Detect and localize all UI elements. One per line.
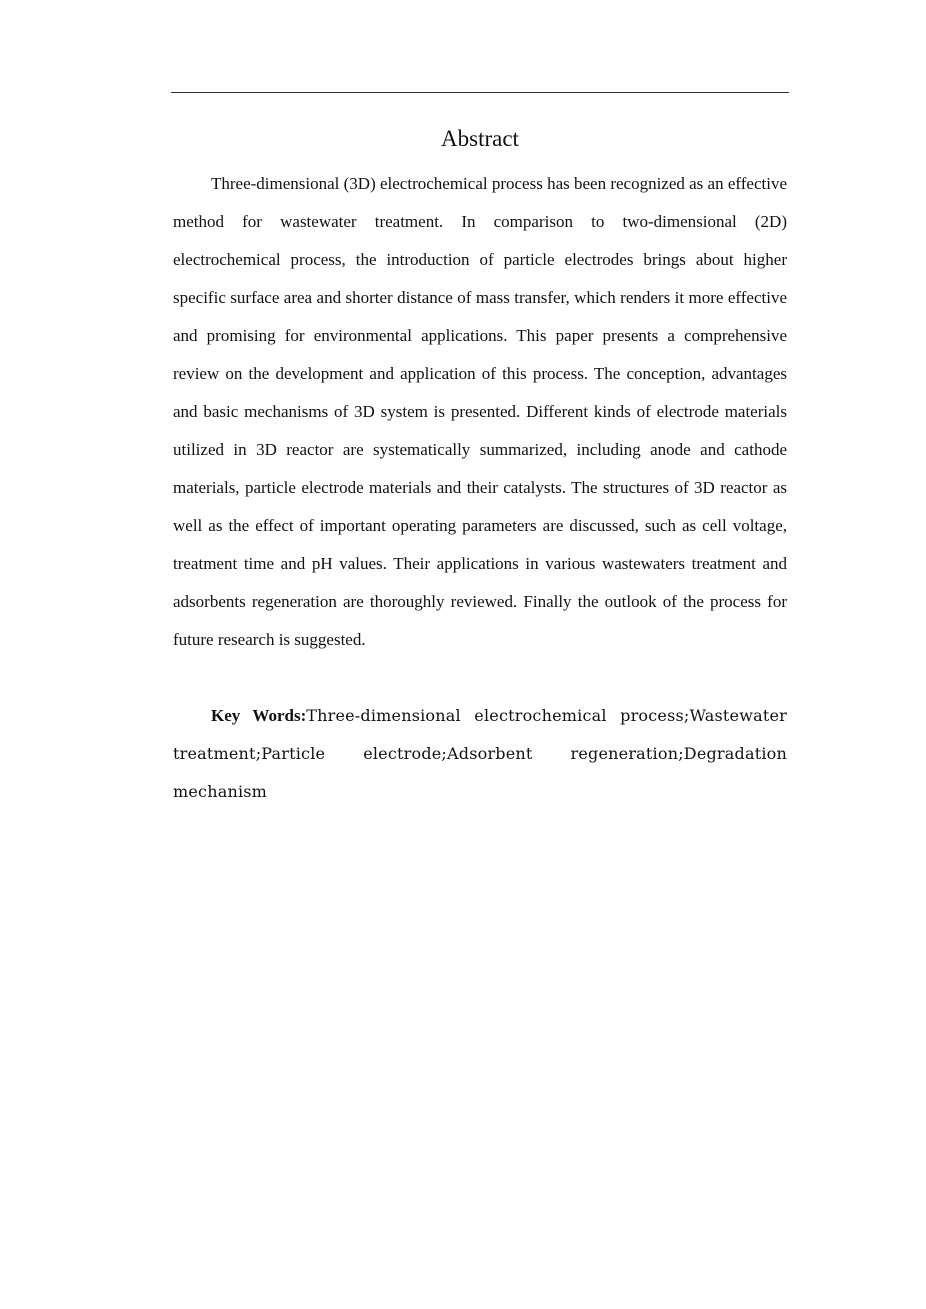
keywords-label: Key Words: (211, 706, 307, 725)
abstract-body: Three-dimensional (3D) electrochemical process has been recognized as an effective method for wastewater treatment. In comparison to two-dimensional (2D) electrochemical process, the introduction of particle electrodes brings about higher specific surface area and shorter distance of mass transfer, which renders it more effective and promising for environmental applications. This paper presents a comprehensive review on the development and application of this process. The conception, advantages and basic mechanisms of 3D system is presented. Different kinds of electrode materials utilized in 3D reactor are systematically summarized, including anode and cathode materials, particle electrode materials and their catalysts. The structures of 3D reactor as well as the effect of important operating parameters are discussed, such as cell voltage, treatment time and pH values. Their applications in various wastewaters treatment and adsorbents regeneration are thoroughly reviewed. Finally the outlook of the process for future research is suggested. (173, 174, 787, 649)
keywords-text: Three-dimensional electrochemical process;Wastewater treatment;Particle electrode;Adsorbent regeneration;Degradation mechanism (173, 706, 787, 801)
abstract-title: Abstract (441, 126, 519, 151)
header-rule (171, 92, 789, 93)
keywords-paragraph (173, 697, 787, 811)
